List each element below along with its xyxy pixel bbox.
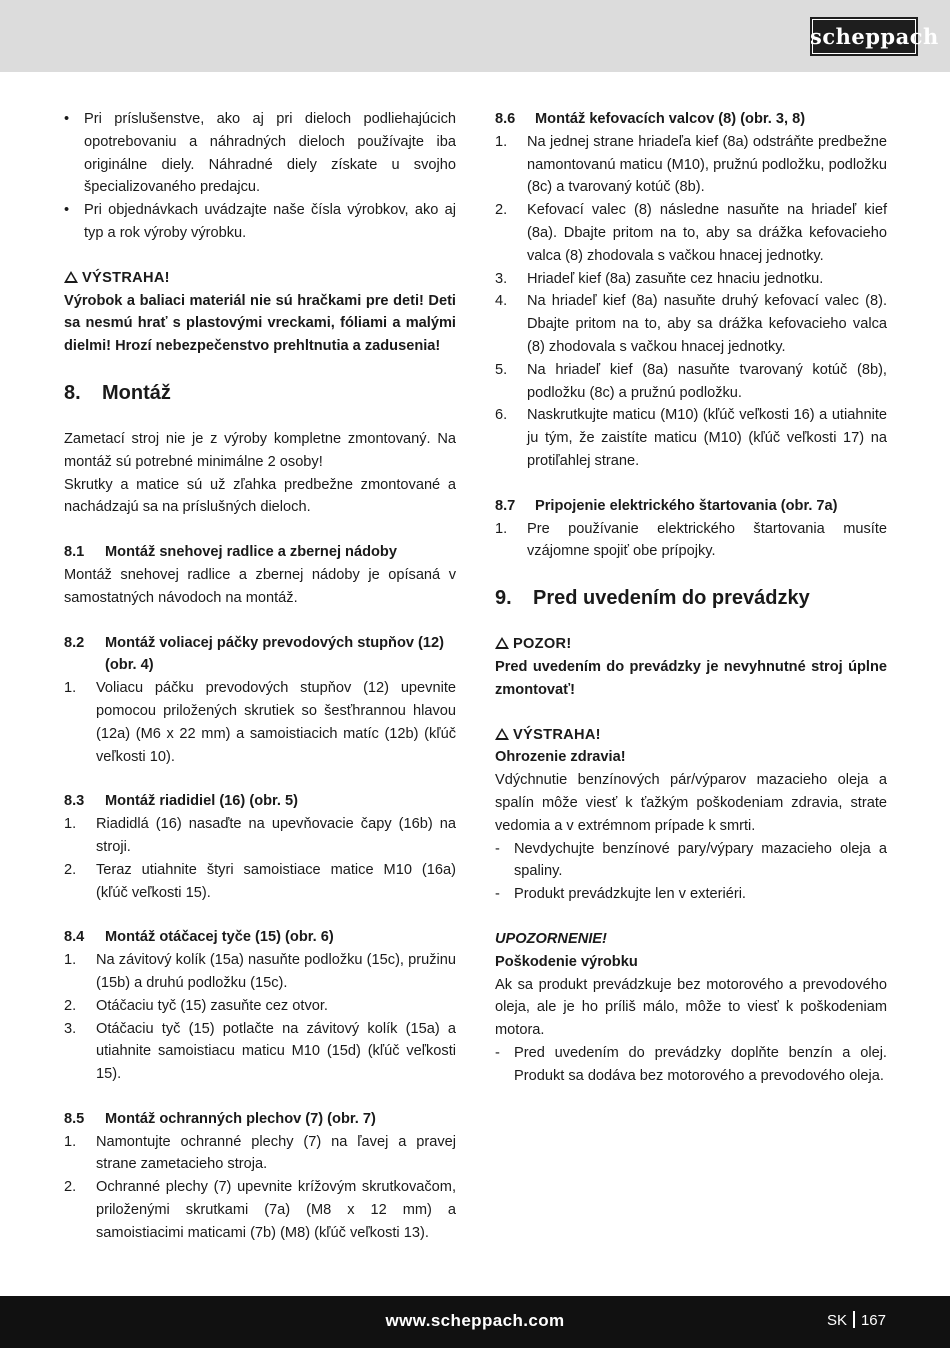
list-item: • Pri objednávkach uvádzajte naše čísla výrobkov, ako aj typ a rok výroby výrobku. — [64, 199, 456, 245]
paragraph: Skrutky a matice sú už zľahka predbežne zmontované a nachádzajú sa na príslušných dieloch. — [64, 476, 456, 516]
list-item: 1. Namontujte ochranné plechy (7) na ľavej a pravej strane zametacieho stroja. — [64, 1133, 456, 1173]
list-item: 5. Na hriadeľ kief (8a) nasuňte tvarovaný kotúč (8b), podložku (8c) a pružnú podložku. — [495, 361, 887, 401]
warning-heading: VÝSTRAHA! — [64, 267, 456, 290]
brand-logo: scheppach — [810, 17, 918, 56]
notice-heading: UPOZORNENIE! — [495, 930, 607, 947]
list-item: 1. Na závitový kolík (15a) nasuňte podložku (15c), pružinu (15b) a druhú podložku (15c). — [64, 952, 456, 991]
page-number: SK 167 — [826, 1312, 886, 1329]
subsection-heading: 8.6 Montáž kefovacích valcov (8) (obr. 3, 8) — [495, 111, 806, 127]
list-item: • Pri príslušenstve, ako aj pri dieloch podliehajúcich opotrebovaniu a náhradných dieloch používajte iba originálne diely. Náhradné diely získate u svojho špecializovaného predajcu. — [64, 108, 456, 199]
section-heading: 9. Pred uvedením do prevádzky — [495, 587, 810, 610]
warning-triangle-icon — [64, 271, 78, 283]
paragraph: Vdýchnutie benzínových pár/výparov mazacieho oleja a spalín môže viesť k ťažkým poškodeniam zdravia, strate vedomia a v extrémnom prípade k smrti. — [495, 772, 887, 834]
warning-triangle-icon — [495, 728, 509, 740]
right-column — [495, 108, 887, 1087]
section-heading: 8. Montáž — [64, 381, 171, 404]
website-link[interactable]: www.scheppach.com — [385, 1311, 565, 1330]
list-item: 1. Riadidlá (16) nasaďte na upevňovacie čapy (16b) na stroji. — [64, 816, 456, 855]
paragraph: Ak sa produkt prevádzkuje bez motorového a prevodového oleja, ale je ho príliš málo, môže to viesť k poškodeniam motora. — [495, 976, 887, 1039]
warning-triangle-icon — [495, 637, 509, 649]
list-item: 2. Teraz utiahnite štyri samoistiace matice M10 (16a) (kľúč veľkosti 15). — [64, 861, 456, 901]
bullet-icon: • — [64, 202, 70, 219]
divider — [853, 1311, 855, 1328]
list-item: 2. Ochranné plechy (7) upevnite krížovým skrutkovačom, priloženými skrutkami (7a) (M8 x 12 mm) a samoistiacimi maticami (7b) (M8) (kľúč veľkosti 13). — [64, 1179, 456, 1241]
warning-heading: VÝSTRAHA! — [495, 724, 887, 747]
list-item: 1. Voliacu páčku prevodových stupňov (12) upevnite pomocou priložených skrutiek so šesťhrannou hlavou (12a) (M6 x 22 mm) a samoistiacich matíc (12b) (kľúč veľkosti 10). — [64, 680, 456, 765]
caution-text: Pred uvedením do prevádzky je nevyhnutné stroj úplne zmontovať! — [495, 658, 887, 698]
list-item: 3. Hriadeľ kief (8a) zasuňte cez hnaciu jednotku. — [495, 270, 824, 287]
list-item: 3. Otáčaciu tyč (15) potlačte na závitový kolík (15a) a utiahnite samoistiacu maticu M10 (15d) (kľúč veľkosti 15). — [64, 1020, 456, 1083]
list-item: - Pred uvedením do prevádzky doplňte benzín a olej. Produkt sa dodáva bez motorového a prevodového oleja. — [495, 1044, 887, 1084]
notice-subheading: Poškodenie výrobku — [495, 953, 638, 970]
bullet-icon: • — [64, 111, 70, 127]
subsection-heading: 8.5 Montáž ochranných plechov (7) (obr. 7) — [64, 1110, 376, 1127]
left-column — [64, 108, 456, 1245]
subsection-heading: 8.7 Pripojenie elektrického štartovania (obr. 7a) — [495, 497, 838, 514]
warning-text: Výrobok a baliaci materiál nie sú hračkami pre deti! Deti sa nesmú hrať s plastovými vreckami, fóliami a malými dielmi! Hrozí nebezpečenstvo prehltnutia a zadusenia! — [64, 292, 456, 355]
list-item: 1. Pre používanie elektrického štartovania musíte vzájomne spojiť obe prípojky. — [495, 520, 887, 560]
list-item: 2. Otáčaciu tyč (15) zasuňte cez otvor. — [64, 997, 328, 1014]
list-item: - Nevdychujte benzínové pary/výpary mazacieho oleja a spaliny. — [495, 840, 887, 880]
paragraph: Montáž snehovej radlice a zbernej nádoby je opísaná v samostatných návodoch na montáž. — [64, 566, 456, 606]
warning-subheading: Ohrozenie zdravia! — [495, 749, 626, 766]
caution-heading: POZOR! — [495, 633, 887, 656]
subsection-heading: 8.4 Montáž otáčacej tyče (15) (obr. 6) — [64, 929, 334, 946]
list-item: 1. Na jednej strane hriadeľa kief (8a) odstráňte predbežne namontovanú maticu (M10), pružnú podložku, podložku (8c) a tvarovaný kotúč (8b). — [495, 133, 887, 196]
list-item: 6. Naskrutkujte maticu (M10) (kľúč veľkosti 16) a utiahnite ju tým, že zaistíte maticu (M10) (kľúč veľkosti 17) na protiľahlej strane. — [495, 407, 887, 469]
subsection-heading: 8.2 Montáž voliacej páčky prevodových stupňov (12) (obr. 4) — [64, 634, 444, 674]
list-item: - Produkt prevádzkujte len v exteriéri. — [495, 886, 746, 903]
list-item: 2. Kefovací valec (8) následne nasuňte na hriadeľ kief (8a). Dbajte pritom na to, aby sa drážka kefovacieho valca (8) zhodovala s vačkou hnacej jednotky. — [495, 202, 887, 264]
subsection-heading: 8.3 Montáž riadidiel (16) (obr. 5) — [64, 793, 298, 810]
list-item: 4. Na hriadeľ kief (8a) nasuňte druhý kefovací valec (8). Dbajte pritom na to, aby sa drážka kefovacieho valca (8) zhodovala s vačkou hnacej jednotky. — [495, 293, 887, 355]
paragraph: Zametací stroj nie je z výroby kompletne zmontovaný. Na montáž sú potrebné minimálne 2 osoby! — [64, 430, 456, 470]
footer-bar — [0, 1296, 950, 1348]
subsection-heading: 8.1 Montáž snehovej radlice a zbernej nádoby — [64, 544, 397, 561]
header-bar — [0, 0, 950, 72]
